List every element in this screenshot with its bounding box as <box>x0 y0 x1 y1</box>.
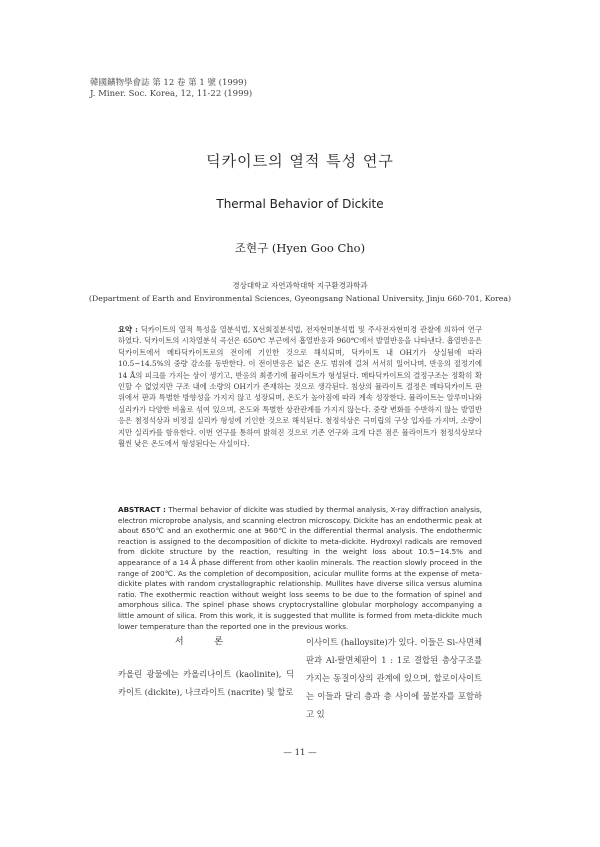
journal-citation-english: J. Miner. Soc. Korea, 12, 11-22 (1999) <box>90 89 253 99</box>
abstract-english <box>118 505 482 632</box>
abstract-english-label: ABSTRACT : <box>118 505 166 514</box>
intro-paragraph-left: 카올린 광물에는 카올리나이트 (kaolinite), 딕카이트 (dickite), 나크라이트 (nacrite) 및 할로 <box>118 669 294 697</box>
title-english: Thermal Behavior of Dickite <box>216 197 384 211</box>
body-column-left <box>118 633 294 701</box>
abstract-korean-label: 요약 : <box>118 325 138 334</box>
body-column-right <box>306 633 482 723</box>
page-number: — 11 — <box>283 748 317 758</box>
affiliation-english: (Department of Earth and Environmental Sciences, Gyeongsang National University, Jinju 660-701, Korea) <box>88 294 512 303</box>
abstract-korean <box>118 324 482 449</box>
author-name: 조현구 (Hyen Goo Cho) <box>234 241 366 255</box>
journal-citation <box>90 78 252 100</box>
intro-paragraph-right: 이사이트 (halloysite)가 있다. 이들은 Si-사면체판과 Al-팔면체판이 1 : 1로 결합된 층상구조를 가지는 동질이상의 관계에 있으며, 할로이사이트는 이들과 달리 층과 층 사이에 물분자를 포함하고 있 <box>306 637 482 719</box>
title-korean: 딕카이트의 열적 특성 연구 <box>206 152 394 170</box>
affiliation-korean: 경상대학교 자연과학대학 지구환경과학과 <box>232 281 368 290</box>
journal-citation-korean: 韓國鑛物學會誌 第 12 卷 第 1 號 (1999) <box>90 78 247 88</box>
section-heading-introduction: 서 론 <box>174 637 238 647</box>
abstract-english-text: Thermal behavior of dickite was studied by thermal analysis, X-ray diffraction analysis, electron microprobe analysis, and scanning electron microscopy. Dickite has an endothermic peak at about 650℃ and an exothermic one at 960℃ in the differential thermal analysis. The endothermic reaction is assigned to the decomposition of dickite to meta-dickite. Hydroxyl radicals are removed from dickite structure by the reaction, resulting in the weight loss about 10.5~14.5% and appearance of a 14 Å phase different from other kaolin minerals. The reaction slowly proceed in the range of 200℃. As the completion of decomposition, acicular mullite forms at the expense of meta-dickite plates with random crystallographic relationship. Mullites have diverse silica versus alumina ratio. The exothermic reaction without weight loss seems to be due to the formation of spinel and amorphous silica. The spinel phase shows cryptocrystalline globular morphology accompanying a little amount of silica. From this work, it is suggested that mullite is formed from meta-dickite much lower temperature than the reported one in the previous works. <box>118 505 482 631</box>
abstract-korean-text: 딕카이트의 열적 특성을 열분석법, X선회절분석법, 전자현미분석법 및 주사전자현미경 관찰에 의하여 연구하였다. 딕카이트의 시차열분석 곡선은 650℃ 부근에서 흡열반응과 960℃에서 발열반응을 나타낸다. 흡열반응은 딕카이트에서 메타딕카이트로의 전이에 기인한 것으로 해석되며, 딕카이트 내 OH기가 상실됨에 따라 10.5~14.5%의 중량 감소를 동반한다. 이 전이반응은 넓은 온도 범위에 걸쳐 서서히 일어나며, 반응의 절정기에 14 Å의 피크를 가지는 상이 생기고, 반응의 최종기에 뮬라이트가 형성된다. 메타딕카이트의 결정구조는 정확히 확인할 수 없었지만 구조 내에 소량의 OH기가 존재하는 것으로 생각된다. 침상의 뮬라이트 결정은 메타딕카이트 판 위에서 판과 특별한 방향성을 가지지 않고 성장되며, 온도가 높아짐에 따라 계속 성장한다. 뮬라이트는 알루미나와 실리카가 다양한 비율로 섞여 있으며, 온도와 특별한 상관관계를 가지지 않는다. 중량 변화를 수반하지 않는 발열반응은 첨정석상과 비정질 실리카 형성에 기인한 것으로 해석된다. 첨정석상은 극미립의 구상 입자를 가지며, 소량이지만 실리카를 함유한다. 이번 연구를 통하여 밝혀진 것으로 기존 연구와 크게 다른 점은 뮬라이트가 첨정석상보다 훨씬 낮은 온도에서 형성된다는 사실이다. <box>118 325 482 449</box>
